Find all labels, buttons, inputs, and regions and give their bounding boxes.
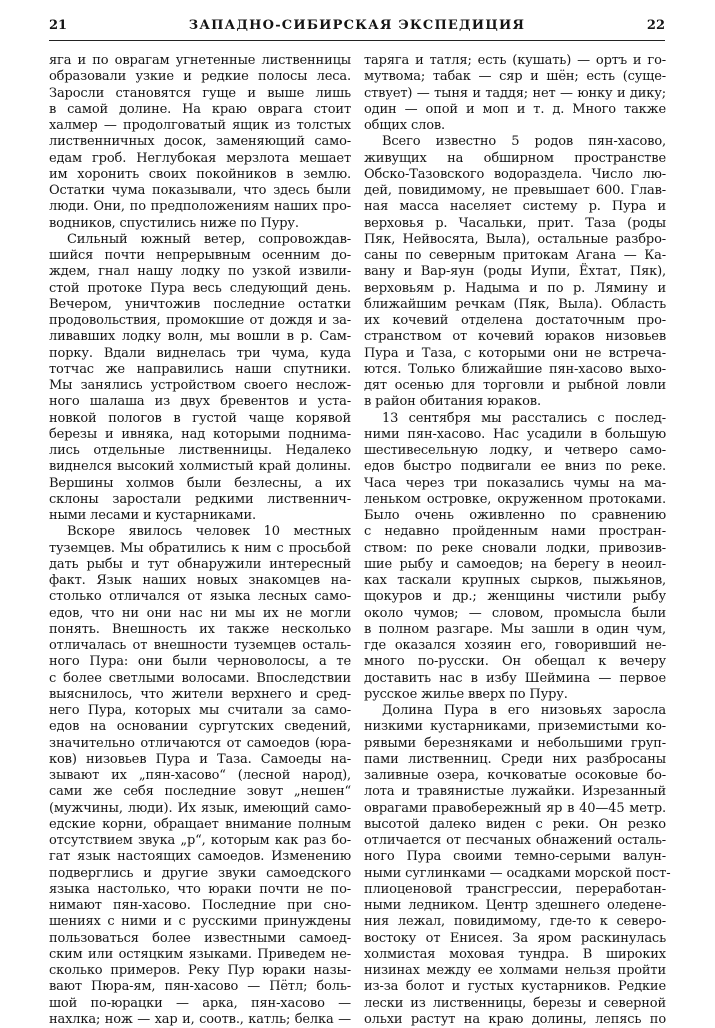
text-line: таряга и татля; есть (кушать) — ортъ и го- [364,53,666,68]
text-line: в полном разгаре. Мы зашли в один чум, [364,621,666,637]
text-line: подверглись и другие звуки самоедского [49,865,351,881]
text-line: Вершины холмов были безлесны, а их [49,475,351,491]
text-line: странством от кочевий юраков низовьев [364,329,666,345]
text-line: сколько примеров. Реку Пур юраки назы- [49,963,351,978]
text-line: ждем, гнал нашу лодку по узкой извили- [49,264,351,280]
text-line: люди. Они, по предположениям наших про- [49,199,351,215]
text-line: Всего известно 5 родов пян-хасово, [382,134,666,150]
text-line: ольхи растут на краю долины, лепясь по [364,1011,666,1027]
text-line: едов, что ни они нас ни мы их не могли [49,605,351,621]
text-line: Долина Пура в его низовьях заросла [382,703,666,718]
text-line: ними пян-хасово. Нас усадили в большую [364,426,666,442]
text-line: в район обитания юраков. [364,394,541,410]
text-line: леньком островке, окруженном протоками. [364,491,666,507]
text-line: верховьям р. Надыма и по р. Лямину и [364,280,666,296]
text-line: пами лиственниц. Среди них разбросаны [364,751,666,767]
text-line: где оказался хозяин его, говоривший не- [364,638,666,653]
text-line: него Пура, которых мы считали за само- [49,703,351,718]
text-line: ближайшим речкам (Пяк, Выла). Область [364,296,666,312]
text-line: пользоваться более известными самоед- [49,930,351,946]
text-line: саны по северным притокам Агана — Ка- [364,248,666,263]
text-line: плиоценовой трансгрессии, переработан- [364,881,666,897]
text-line: зывают их „пян-хасово“ (лесной народ), [49,768,351,783]
text-line: рявыми березняками и небольшими груп- [364,735,666,751]
text-line: дят осенью для торговли и рыбной ловли [364,378,666,393]
text-line: ются. Только ближайшие пян-хасово выхо- [364,361,666,377]
text-line: ством: по реке сновали лодки, привозив- [364,540,666,556]
text-line: общих слов. [364,118,446,133]
text-line: Пяк, Нейвосята, Выла), остальные разбро- [364,231,666,247]
text-line: понять. Внешность их также несколько [49,621,351,637]
text-line: шениях с ними и с русскими принуждены [49,914,351,930]
text-line: Обско-Тазовского водораздела. Число лю- [364,166,666,182]
text-line: шийся почти непрерывным осенним до- [49,248,351,263]
text-line: ного Пура своими темно-серыми валун- [364,849,666,865]
text-line: Сильный южный ветер, сопровождав- [67,231,351,247]
text-line: с более светлыми волосами. Впоследствии [49,670,351,686]
text-line: ными лесами и кустарниками. [49,508,256,523]
text-line: нимают пян-хасово. Последние при сно- [49,898,351,913]
text-line: вают Пюра-ям, пян-хасово — Пётл; боль- [49,979,351,995]
text-line: в самой долине. На краю оврага стоит [49,101,351,117]
text-line: дей, повидимому, не превышает 600. Глав- [364,183,666,198]
text-line: водников, спустились ниже по Пуру. [49,215,299,231]
text-line: продовольствия, промокшие от дождя и за- [49,313,351,328]
text-line: ливавших лодку волн, мы вошли в р. Сам- [49,329,351,345]
text-line: живущих на обширном пространстве [364,150,666,166]
right-text-column [364,53,671,1028]
text-line: нахлка; нож — хар и, соотв., катль; белка — [49,1011,351,1027]
text-line: Вечером, уничтожив последние остатки [49,296,351,312]
text-line: верховья р. Часальки, прит. Таза (роды [364,215,666,231]
text-line: едам гроб. Неглубокая мерзлота мешает [49,150,351,166]
text-line: много по-русски. Он обещал к вечеру [364,654,666,670]
page-header [49,16,665,36]
text-line: русское жилье вверх по Пуру. [364,686,568,702]
text-line: отличается от песчаных обнажений осталь- [364,833,666,848]
text-line: туземцев. Мы обратились к ним с просьбой [49,540,351,556]
text-line: низкими кустарниками, приземистыми ко- [364,719,666,735]
text-line: один — опой и моп и т. д. Много также [364,101,666,117]
text-line: виднелся высокий холмистый край долины. [49,459,351,475]
left-text-column [49,53,351,1028]
text-line: Мы занялись устройством своего неслож- [49,378,351,393]
text-line: гат язык настоящих самоедов. Изменению [49,849,351,865]
text-line: порку. Вдали виднелась три чума, куда [49,345,351,361]
text-line: им хоронить своих покойников в землю. [49,166,351,182]
text-line: склоны заростали редкими лиственнич- [49,491,351,507]
text-line: ная масса населяет систему р. Пура и [364,199,666,215]
text-line: яга и по оврагам угнетенные лиственницы [49,53,351,68]
text-line: Остатки чума показывали, что здесь были [49,183,351,198]
text-line: 13 сентября мы расстались с послед- [382,410,666,426]
text-line: мутвома; табак — сяр и шён; есть (суще- [364,69,666,85]
text-line: лески из лиственницы, березы и северной [364,995,666,1011]
text-line: выяснилось, что жители верхнего и сред- [49,686,351,702]
text-line: востоку от Енисея. За яром раскинулась [364,930,666,946]
running-title: ЗАПАДНО-СИБИРСКАЯ ЭКСПЕДИЦИЯ [188,18,526,33]
text-line: березы и ивняка, над которыми поднима- [49,426,351,442]
text-line: из-за болот и густых кустарников. Редкие [364,979,666,995]
text-line: Часа через три показались чумы на ма- [364,475,666,491]
text-line: щокуров и др.; женщины чистили рыбу [364,589,666,605]
page-number-right: 22 [646,18,665,33]
text-line: ного Пура: они были черноволосы, а те [49,654,351,670]
text-line: столько отличался от языка лесных само- [49,589,351,605]
page-number-left: 21 [49,18,68,33]
text-line: вану и Вар-яун (роды Иупи, Ёхтат, Пяк), [364,264,666,280]
text-line: едские корни, обращает внимание полным [49,816,351,832]
text-line: холмистая моховая тундра. В широких [364,946,666,962]
text-line: с недавно пройденным нами простран- [364,524,666,540]
text-line: их кочевий отделена достаточным про- [364,313,666,328]
text-line: халмер — продолговатый ящик из толстых [49,118,351,133]
text-line: стой протоке Пура весь следующий день. [49,280,351,296]
header-rule [49,40,665,41]
text-line: около чумов; — словом, промысла были [364,605,666,621]
text-line: ными ледником. Центр здешнего оледене- [364,898,666,913]
text-line: дать рыбы и тут обнаружили интересный [49,556,351,572]
text-line: ного шалаша из двух бревентов и уста- [49,394,351,410]
text-line: ствует) — тыня и таддя; нет — юнку и дику; [364,85,666,101]
text-line: ским или остяцким языками. Приведем не- [49,946,351,962]
text-line: отсутствием звука „р“, которым как раз бо- [49,833,351,848]
text-line: шие рыбу и самоедов; на берегу в неоил- [364,556,666,572]
text-line: лись отдельные лиственницы. Недалеко [49,443,351,458]
text-line: (мужчины, люди). Их язык, имеющий само- [49,800,351,816]
text-line: доставить нас в избу Шеймина — первое [364,670,666,686]
text-line: едов на основании сургутских сведений, [49,719,351,735]
text-line: высотой далеко виден с реки. Он резко [364,816,666,832]
text-line: образовали узкие и редкие полосы леса. [49,69,351,85]
text-line: факт. Язык наших новых знакомцев на- [49,573,351,588]
text-line: лиственничных досок, заменяющий само- [49,134,351,150]
text-line: шой по-юрацки — арка, пян-хасово — [49,995,351,1011]
text-line: Пура и Таза, с которыми они не встреча- [364,345,666,361]
text-line: языка настолько, что юраки почти не по- [49,881,351,897]
text-line: ния лежал, повидимому, где-то к северо- [364,914,666,930]
text-line: Заросли становятся гуще и выше лишь [49,85,351,101]
text-line: ков) низовьев Пура и Таза. Самоеды на- [49,751,351,767]
text-line: оврагами правобережный яр в 40—45 метр. [364,800,666,816]
text-line: лота и травянистые лужайки. Изрезанный [364,784,666,800]
text-line: шестивесельную лодку, и четверо само- [364,443,666,458]
text-line: Вскоре явилось человек 10 местных [67,524,351,540]
text-line: низинах между ее холмами нельзя пройти [364,963,666,978]
text-line: ках таскали крупных сырков, пыжьянов, [364,573,666,588]
text-line: заливные озера, кочковатые осоковые бо- [364,768,666,783]
text-line: едов быстро подвигали ее вниз по реке. [364,459,666,475]
text-line: значительно отличаются от самоедов (юра- [49,735,351,751]
text-line: отличалась от внешности туземцев осталь- [49,638,351,653]
text-line: ными суглинками — осадками морской пост- [364,865,671,881]
text-line: новкой пологов в густой чаще корявой [49,410,351,426]
text-line: тотчас же направились наши спутники. [49,361,351,377]
text-line: Было очень оживленно по сравнению [364,508,666,523]
text-line: сами же себя последние зовут „нешен“ [49,784,351,800]
